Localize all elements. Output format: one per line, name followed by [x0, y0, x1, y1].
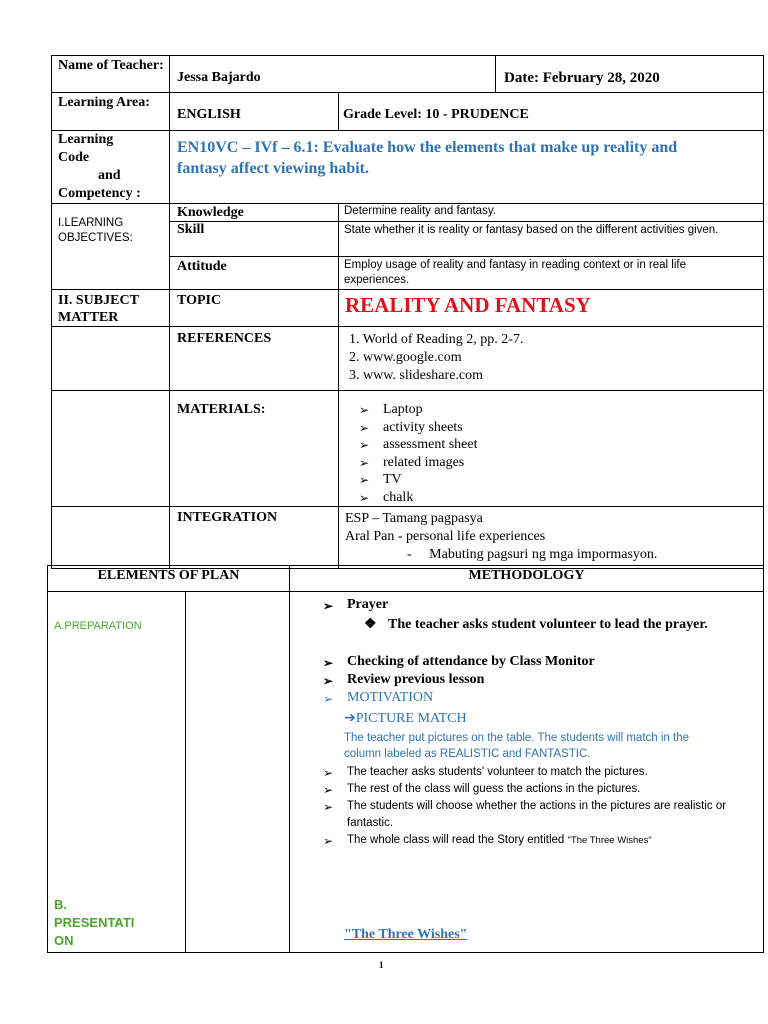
elements-sub-cell — [186, 592, 290, 953]
area-value: ENGLISH — [177, 107, 241, 122]
material-item: ➢ Laptop — [359, 401, 763, 419]
objectives-label: I.LEARNING OBJECTIVES: — [58, 217, 133, 244]
code-label-1: Learning — [58, 132, 114, 147]
attitude-text-cell — [339, 257, 764, 290]
story-title: "The Three Wishes" — [344, 927, 468, 942]
material-item: ➢ activity sheets — [359, 419, 763, 437]
lesson-date: Date: February 28, 2020 — [504, 70, 660, 86]
elements-header: ELEMENTS OF PLAN — [97, 568, 240, 583]
grade-cell — [339, 93, 764, 131]
references-cell — [339, 327, 764, 391]
topic-title: REALITY AND FANTASY — [345, 293, 591, 317]
code-label-cell — [52, 131, 170, 204]
area-label: Learning Area: — [58, 95, 150, 110]
topic-label: TOPIC — [177, 293, 222, 308]
area-label-cell — [52, 93, 170, 131]
skill-text-cell — [339, 222, 764, 257]
elements-header-cell — [48, 566, 290, 592]
arrow-right-icon: ➔ — [344, 711, 356, 726]
prayer-sub: The teacher asks student volunteer to lead the prayer. — [388, 617, 708, 632]
integration-label: INTEGRATION — [177, 510, 278, 525]
integration-label-cell — [170, 507, 339, 569]
grade-level: Grade Level: 10 - PRUDENCE — [343, 107, 529, 122]
code-label-4: Competency : — [58, 186, 141, 201]
review-item: ➢ Review previous lesson — [323, 671, 755, 689]
code-label-3: and — [98, 168, 121, 183]
teacher-label-cell — [52, 56, 170, 93]
lesson-header-table — [51, 55, 764, 569]
references-label-cell — [170, 327, 339, 391]
page-number: 1 — [379, 960, 384, 970]
attendance-item: ➢ Checking of attendance by Class Monitor — [323, 653, 755, 671]
knowledge-text: Determine reality and fantasy. — [344, 205, 496, 217]
story-quote: "The Three Wishes" — [567, 835, 652, 846]
step-item: ➢ The rest of the class will guess the actions in the pictures. — [323, 781, 755, 798]
teacher-label: Name of Teacher: — [58, 58, 164, 73]
integration-cell — [339, 507, 764, 569]
preparation-label: A.PREPARATION — [54, 620, 142, 632]
competency-text: EN10VC – IVf – 6.1: Evaluate how the elements that make up reality and fantasy affect viewing habit. — [177, 139, 678, 177]
materials-cell — [339, 391, 764, 507]
methodology-header-cell — [290, 566, 764, 592]
attitude-label-cell — [170, 257, 339, 290]
materials-list — [339, 391, 763, 506]
integration-item: Aral Pan - personal life experiences — [345, 529, 546, 544]
presentation-label-3: ON — [54, 933, 74, 948]
knowledge-label: Knowledge — [177, 205, 244, 220]
objectives-label-cell — [52, 204, 170, 290]
material-item: ➢ related images — [359, 454, 763, 472]
step-item: ➢ The teacher asks students' volunteer to match the pictures. — [323, 764, 755, 781]
competency-cell — [170, 131, 764, 204]
diamond-bullet-icon: ❖ — [364, 617, 377, 632]
motivation-item: ➢ MOTIVATION — [323, 689, 755, 707]
subject-label: II. SUBJECT MATTER — [58, 293, 139, 325]
skill-text: State whether it is reality or fantasy based on the different activities given. — [344, 224, 719, 236]
knowledge-label-cell — [170, 204, 339, 222]
references-empty-cell — [52, 327, 170, 391]
reference-item: 3. www. slideshare.com — [349, 368, 484, 383]
material-item: ➢ assessment sheet — [359, 436, 763, 454]
reference-item: 2. www.google.com — [349, 350, 462, 365]
methodology-header: METHODOLOGY — [468, 568, 585, 583]
presentation-label-2: PRESENTATI — [54, 915, 135, 930]
materials-label: MATERIALS: — [177, 402, 266, 417]
area-value-cell — [170, 93, 339, 131]
skill-label-cell — [170, 222, 339, 257]
attitude-label: Attitude — [177, 259, 227, 274]
picture-match-label: PICTURE MATCH — [355, 711, 467, 726]
step-item: ➢ The students will choose whether the actions in the pictures are realistic or fantastic. — [323, 798, 755, 832]
skill-label: Skill — [177, 222, 205, 237]
materials-label-cell — [170, 391, 339, 507]
story-prefix: The whole class will read the Story entitled — [347, 834, 568, 846]
code-label-2: Code — [58, 150, 90, 165]
topic-label-cell — [170, 290, 339, 327]
materials-empty-cell — [52, 391, 170, 507]
presentation-label-1: B. — [54, 897, 67, 912]
methodology-cell — [290, 592, 764, 953]
picture-match-desc: The teacher put pictures on the table. The students will match in the column labeled as REALISTIC and FANTASTIC. — [344, 732, 689, 760]
integration-item: ESP – Tamang pagpasya — [345, 511, 483, 526]
prayer-item: ➢ Prayer — [323, 596, 755, 614]
subject-label-cell — [52, 290, 170, 327]
integration-item: - Mabuting pagsuri ng mga impormasyon. — [407, 547, 658, 562]
story-item — [323, 832, 755, 849]
topic-cell — [339, 290, 764, 327]
references-label: REFERENCES — [177, 331, 272, 346]
integration-empty-cell — [52, 507, 170, 569]
elements-cell — [48, 592, 186, 953]
teacher-name: Jessa Bajardo — [177, 70, 261, 85]
material-item: ➢ chalk — [359, 489, 763, 507]
material-item: ➢ TV — [359, 471, 763, 489]
reference-item: 1. World of Reading 2, pp. 2-7. — [349, 332, 524, 347]
teacher-name-cell — [170, 56, 496, 93]
date-cell — [496, 56, 764, 93]
knowledge-text-cell — [339, 204, 764, 222]
plan-table — [47, 565, 764, 953]
attitude-text: Employ usage of reality and fantasy in reading context or in real life experiences. — [344, 259, 686, 286]
